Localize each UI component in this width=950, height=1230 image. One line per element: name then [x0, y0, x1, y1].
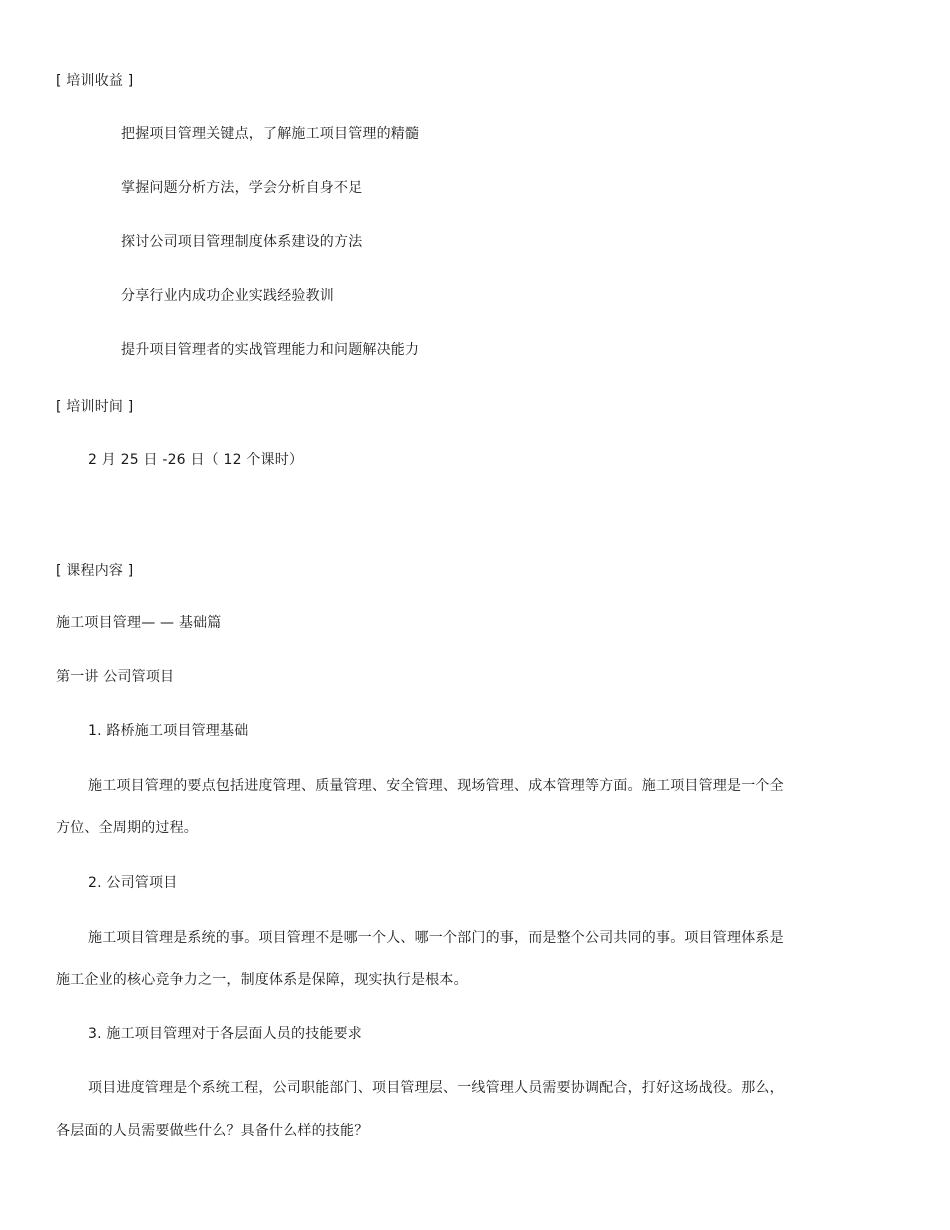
section-paragraph-line: 施工项目管理的要点包括进度管理、质量管理、安全管理、现场管理、成本管理等方面。施工项目管理是一个全 [88, 778, 784, 794]
section-title: 3. 施工项目管理对于各层面人员的技能要求 [88, 1026, 363, 1042]
schedule-heading: [ 培训时间 ] [56, 399, 134, 415]
section-title: 2. 公司管项目 [88, 875, 178, 891]
section-paragraph-line: 项目进度管理是个系统工程，公司职能部门、项目管理层、一线管理人员需要协调配合，打好这场战役。那么， [88, 1080, 784, 1096]
benefits-heading: [ 培训收益 ] [56, 73, 134, 89]
benefit-item: 探讨公司项目管理制度体系建设的方法 [121, 234, 363, 250]
section-title: 1. 路桥施工项目管理基础 [88, 723, 249, 739]
benefit-item: 分享行业内成功企业实践经验教训 [121, 288, 334, 304]
benefit-item: 把握项目管理关键点，了解施工项目管理的精髓 [121, 126, 420, 142]
course-part-title: 施工项目管理— — 基础篇 [56, 615, 222, 631]
lecture-title: 第一讲 公司管项目 [56, 669, 175, 685]
schedule-text: 2 月 25 日 -26 日（ 12 个课时） [88, 452, 304, 468]
section-paragraph-line: 施工项目管理是系统的事。项目管理不是哪一个人、哪一个部门的事，而是整个公司共同的事。项目管理体系是 [88, 930, 784, 946]
benefit-item: 提升项目管理者的实战管理能力和问题解决能力 [121, 342, 420, 358]
section-paragraph-line: 方位、全周期的过程。 [56, 820, 198, 836]
course-heading: [ 课程内容 ] [56, 563, 134, 579]
section-paragraph-line: 各层面的人员需要做些什么？具备什么样的技能？ [56, 1123, 369, 1139]
section-paragraph-line: 施工企业的核心竞争力之一，制度体系是保障，现实执行是根本。 [56, 972, 468, 988]
benefit-item: 掌握问题分析方法，学会分析自身不足 [121, 180, 363, 196]
